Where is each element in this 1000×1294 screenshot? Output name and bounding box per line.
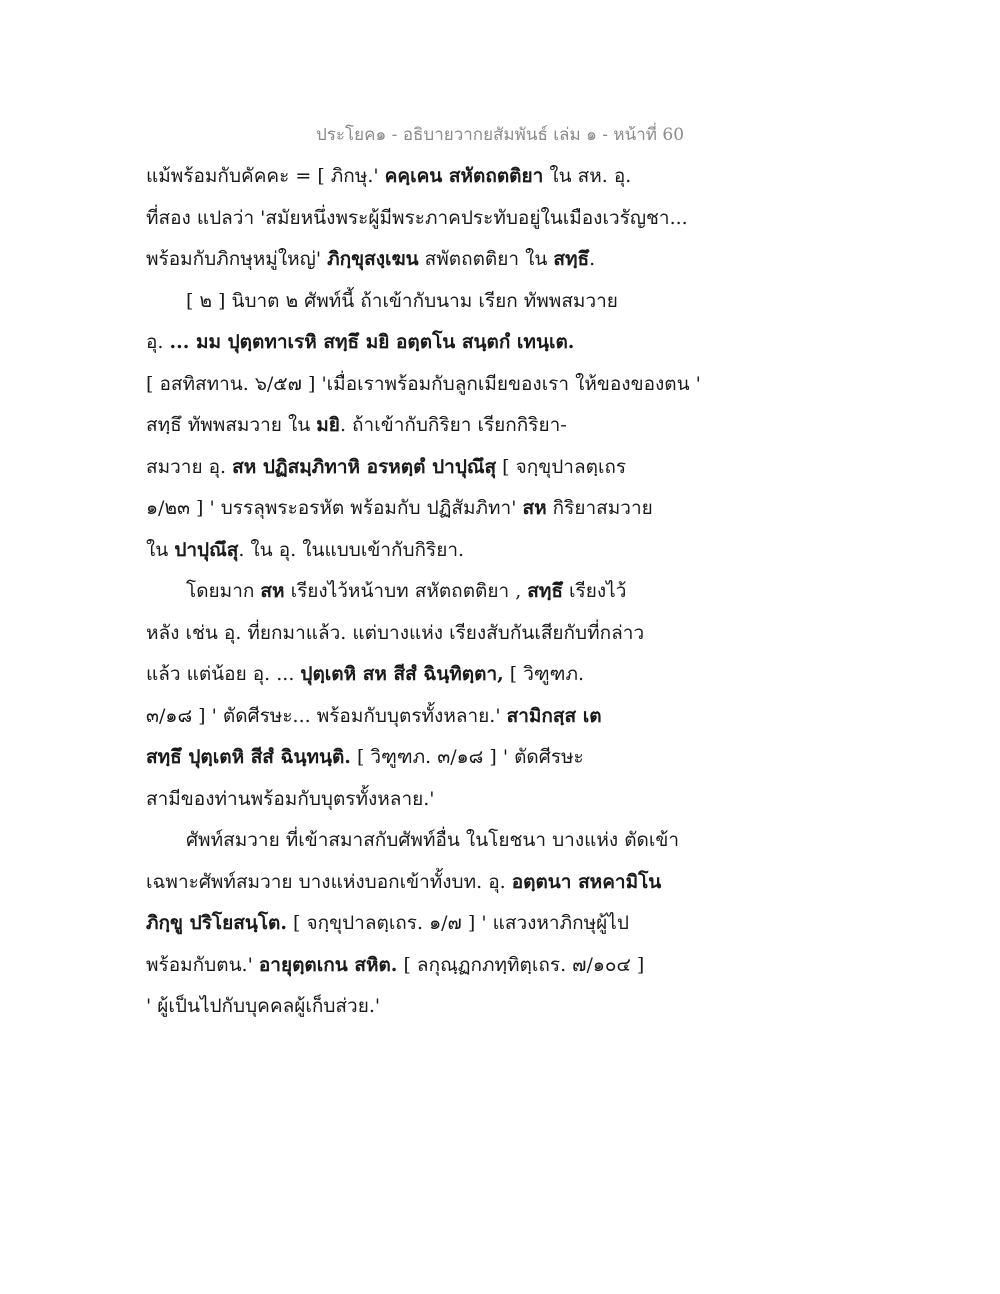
text-segment: [ จกฺขุปาลตฺเถร <box>496 455 627 478</box>
text-segment: . ถ้าเข้ากับกิริยา เรียกกิริยา- <box>339 414 567 436</box>
text-segment: [ ลกุณฺฏกภทฺทิตฺเถร. ๗/๑๐๔ ] <box>397 953 645 976</box>
text-segment: [ ๒ ] นิบาต ๒ ศัพท์นี้ ถ้าเข้ากับนาม เรียก ทัพพสมวาย <box>186 289 618 312</box>
text-line <box>146 696 706 738</box>
pali-term: ปุตฺเตหิ สห สีสํ ฉินฺทิตฺตา, <box>300 663 504 685</box>
pali-term: สทฺธึ <box>527 580 564 602</box>
pali-term: สห ปฏิสมฺภิทาหิ อรหตฺตํ ปาปุณึสุ <box>232 455 497 478</box>
text-segment: [ จกฺขุปาลตฺเถร. ๑/๗ ] ' แสวงหาภิกษุผู้ไป <box>286 912 629 934</box>
body-text <box>146 156 706 1028</box>
text-line <box>146 654 706 696</box>
text-segment: ๑/๒๓ ] ' บรรลุพระอรหัต พร้อมกับ ปฏิสัมภิทา' <box>146 497 523 519</box>
pali-term: สห <box>260 580 285 602</box>
text-segment: สมวาย อุ. <box>146 455 233 478</box>
text-segment: สทฺธึ ทัพพสมวาย ใน <box>146 414 317 436</box>
text-segment: ศัพท์สมวาย ที่เข้าสมาสกับศัพท์อื่น ในโยชนา บางแห่ง ตัดเข้า <box>186 829 680 851</box>
text-segment: พร้อมกับตน.' <box>146 953 259 976</box>
text-line <box>146 862 706 904</box>
text-line <box>146 903 706 945</box>
text-line <box>146 447 706 489</box>
pali-term: ภิกฺขู ปริโยสนฺโต. <box>146 912 287 934</box>
pali-term: สห <box>522 497 547 519</box>
text-segment: เฉพาะศัพท์สมวาย บางแห่งบอกเข้าทั้งบท. อุ. <box>146 870 512 893</box>
text-segment: ที่สอง แปลว่า 'สมัยหนึ่งพระผู้มีพระภาคประทับอยู่ในเมืองเวรัญชา... <box>146 206 688 229</box>
text-segment: เรียงไว้หน้าบท สหัตถตติยา , <box>284 580 528 602</box>
text-segment: กิริยาสมวาย <box>546 497 653 519</box>
text-line <box>146 820 706 862</box>
text-segment: แล้ว แต่น้อย อุ. ... <box>146 663 301 685</box>
pali-term: ภิกฺขุสงฺเฆน <box>327 248 419 270</box>
text-line <box>146 986 706 1028</box>
page-header: ประโยค๑ - อธิบายวากยสัมพันธ์ เล่ม ๑ - หน้าที่ 60 <box>315 125 685 145</box>
text-line <box>146 530 706 572</box>
text-segment: . <box>589 248 596 270</box>
pali-term: สทฺธึ ปุตฺเตหิ สีสํ ฉินฺทนฺติ. <box>146 746 351 768</box>
pali-term: สทฺธึ <box>553 248 590 270</box>
text-line <box>146 737 706 779</box>
pali-term: มยิ <box>316 414 340 436</box>
pali-term: สามิกสฺส เต <box>506 704 602 727</box>
text-segment: [ อสทิสทาน. ๖/๕๗ ] 'เมื่อเราพร้อมกับลูกเมียของเรา ให้ของของตน ' <box>146 372 701 395</box>
text-segment: ใน <box>146 538 175 561</box>
text-segment: พร้อมกับภิกษุหมู่ใหญ่' <box>146 248 328 270</box>
text-segment: อุ. <box>146 331 170 353</box>
text-line <box>146 405 706 447</box>
text-segment: ใน สห. อุ. <box>543 165 632 187</box>
text-line <box>146 281 706 323</box>
text-segment: แม้พร้อมกับคัคคะ = [ ภิกษุ.' <box>146 165 385 187</box>
pali-term: ... มม ปุตฺตทาเรหิ สทฺธึ มยิ อตฺตโน สนฺตกํ เทนฺเต. <box>169 331 575 353</box>
pali-term: อายุตฺตเกน สหิต. <box>258 953 398 976</box>
pali-term: คคฺเคน สหัตถตติยา <box>384 165 544 187</box>
text-line <box>146 945 706 987</box>
text-segment: ๓/๑๘ ] ' ตัดศีรษะ... พร้อมกับบุตรทั้งหลาย.' <box>146 704 507 727</box>
text-segment: [ วิฑูฑภ. ๓/๑๘ ] ' ตัดศีรษะ <box>350 746 584 768</box>
text-line <box>146 571 706 613</box>
text-segment: สพัตถตติยา ใน <box>418 248 554 270</box>
text-segment: โดยมาก <box>186 580 261 602</box>
text-segment: [ วิฑูฑภ. <box>503 663 585 685</box>
text-line <box>146 364 706 406</box>
text-segment: ' ผู้เป็นไปกับบุคคลผู้เก็บส่วย.' <box>146 995 381 1017</box>
text-line <box>146 779 706 821</box>
text-segment: เรียงไว้ <box>563 580 627 602</box>
text-line <box>146 239 706 281</box>
text-line <box>146 198 706 240</box>
text-line <box>146 488 706 530</box>
pali-term: ปาปุณึสุ <box>174 538 239 561</box>
text-segment: . ใน อุ. ในแบบเข้ากับกิริยา. <box>238 538 465 561</box>
text-line <box>146 322 706 364</box>
text-segment: สามีของท่านพร้อมกับบุตรทั้งหลาย.' <box>146 787 435 810</box>
text-segment: หลัง เช่น อุ. ที่ยกมาแล้ว. แต่บางแห่ง เรียงสับกันเสียกับที่กล่าว <box>146 621 645 644</box>
pali-term: อตฺตนา สหคามิโน <box>511 870 662 893</box>
text-line <box>146 156 706 198</box>
text-line <box>146 613 706 655</box>
